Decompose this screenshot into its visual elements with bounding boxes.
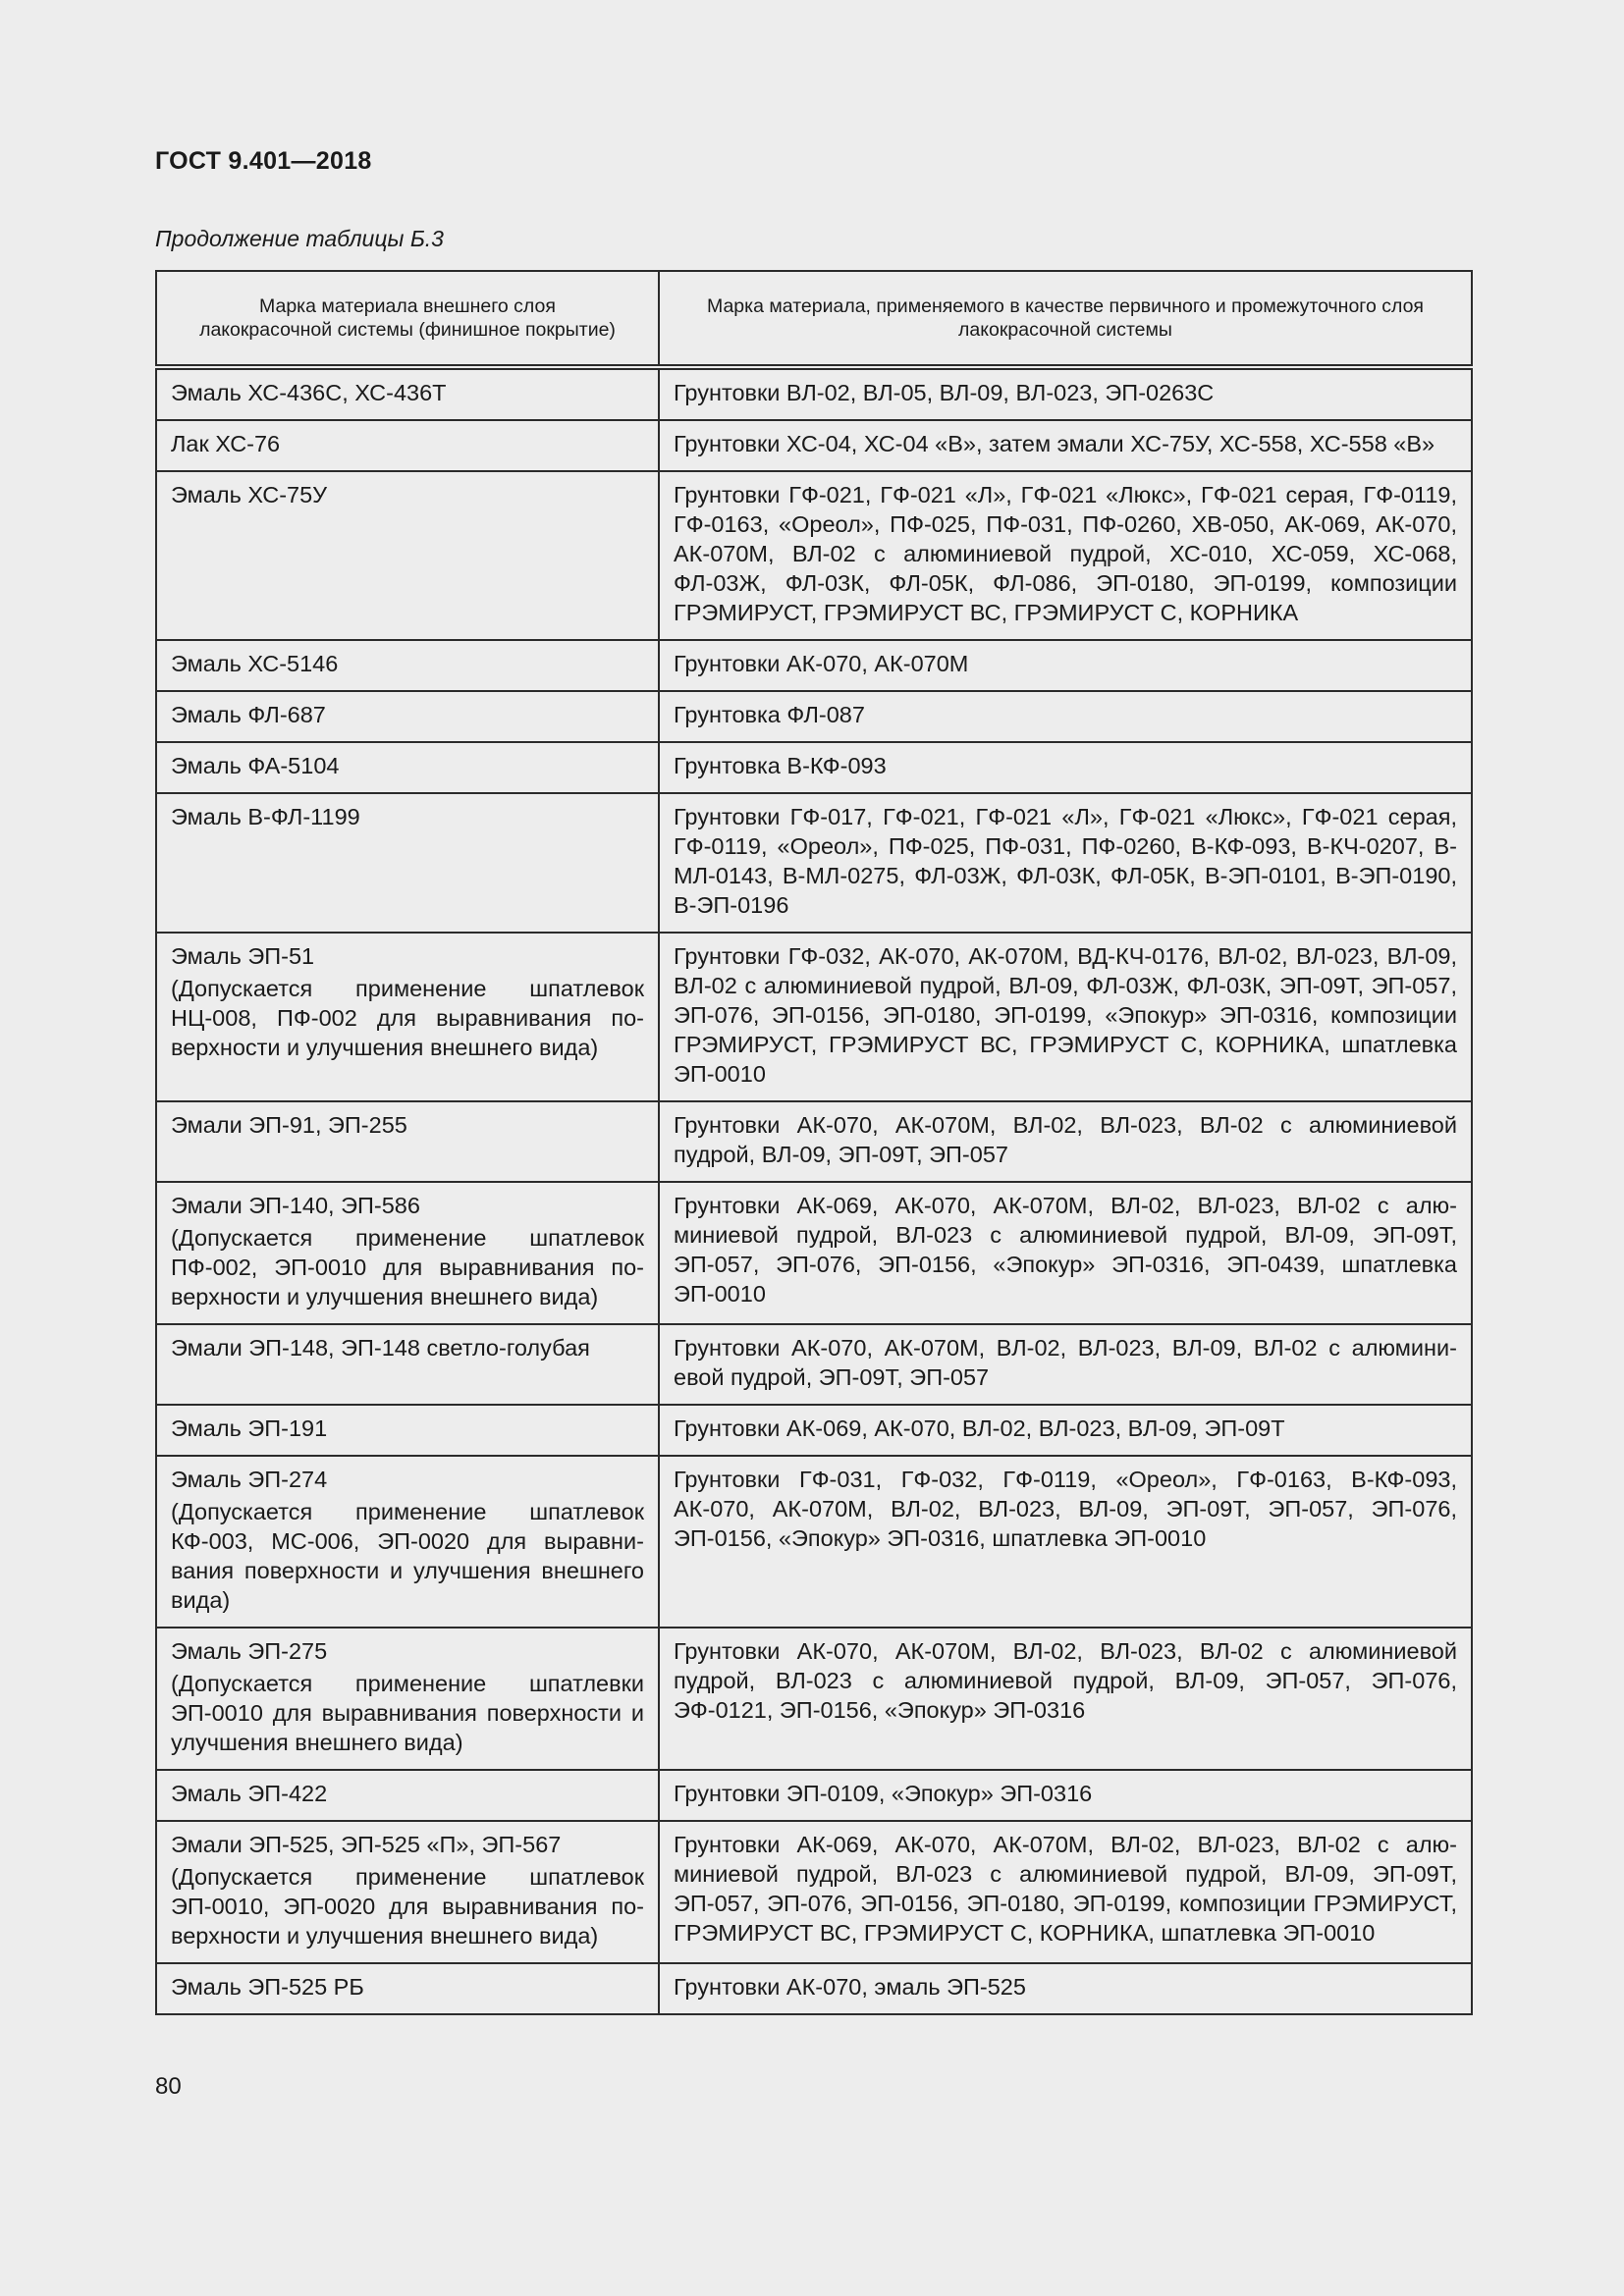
column-header-outer-layer: Марка материала внешнего слоя лакокрасочной системы (финишное покрытие): [156, 271, 659, 367]
primer-layer-cell: Грунтовки ВЛ-02, ВЛ-05, ВЛ-09, ВЛ-023, ЭП-0263С: [659, 367, 1472, 420]
outer-layer-material: Эмаль ФА-5104: [171, 753, 340, 778]
outer-layer-material: Эмаль ЭП-274: [171, 1467, 328, 1492]
outer-layer-material: Эмаль ЭП-422: [171, 1781, 328, 1806]
table-row: [156, 742, 1472, 793]
primer-layer-cell: Грунтовки АК-070, эмаль ЭП-525: [659, 1963, 1472, 2014]
outer-layer-material: Эмали ЭП-140, ЭП-586: [171, 1193, 420, 1218]
outer-layer-cell: [156, 1456, 659, 1628]
outer-layer-cell: [156, 1101, 659, 1182]
outer-layer-material: Эмаль ЭП-275: [171, 1638, 328, 1664]
outer-layer-cell: [156, 1821, 659, 1963]
outer-layer-material: Эмаль ХС-5146: [171, 651, 339, 676]
outer-layer-material: Лак ХС-76: [171, 431, 281, 456]
table-body: [156, 367, 1472, 2014]
primer-layer-cell: Грунтовки АК-070, АК-070М, ВЛ-02, ВЛ-023, ВЛ-02 с алюминиевой пудрой, ВЛ-09, ЭП-09Т, ЭП-057: [659, 1101, 1472, 1182]
outer-layer-material: Эмаль ХС-436С, ХС-436Т: [171, 380, 447, 405]
primer-layer-cell: Грунтовка ФЛ-087: [659, 691, 1472, 742]
outer-layer-material: Эмали ЭП-148, ЭП-148 светло-голубая: [171, 1335, 590, 1361]
primer-layer-cell: Грунтовки ГФ-032, АК-070, АК-070М, ВД-КЧ-0176, ВЛ-02, ВЛ-023, ВЛ-09, ВЛ-02 с алюминиевой пудрой, ВЛ-09, ФЛ-03Ж, ФЛ-03К, ЭП-09Т, ЭП-057, ЭП-076, ЭП-0156, ЭП-0180, ЭП-0199, «Эпокур» ЭП-0316, композиции ГРЭМИРУСТ, ГРЭМИРУСТ ВС, ГРЭМИРУСТ С, КОРНИКА, шпатлевка ЭП-0010: [659, 933, 1472, 1101]
outer-layer-cell: [156, 1628, 659, 1770]
primer-layer-cell: Грунтовки АК-069, АК-070, АК-070М, ВЛ-02, ВЛ-023, ВЛ-02 с алюминиевой пудрой, ВЛ-023 с алюминиевой пудрой, ВЛ-09, ЭП-09Т, ЭП-057, ЭП-076, ЭП-0156, «Эпокур» ЭП-0316, ЭП-0439, шпатлевка ЭП-0010: [659, 1182, 1472, 1324]
outer-layer-material: Эмаль ХС-75У: [171, 482, 328, 507]
column-header-primer-layer: Марка материала, применяемого в качестве первичного и промежуточного слоя лакокрасочной системы: [659, 271, 1472, 367]
outer-layer-cell: [156, 367, 659, 420]
table-container: [155, 270, 1471, 2015]
table-row: [156, 1628, 1472, 1770]
document-header: ГОСТ 9.401—2018: [155, 147, 372, 175]
table-row: [156, 1963, 1472, 2014]
primer-layer-cell: Грунтовки ГФ-017, ГФ-021, ГФ-021 «Л», ГФ-021 «Люкс», ГФ-021 серая, ГФ-0119, «Ореол», ПФ-025, ПФ-031, ПФ-0260, В-КФ-093, В-КЧ-0207, В-МЛ-0143, В-МЛ-0275, ФЛ-03Ж, ФЛ-03К, ФЛ-05К, В-ЭП-0101, В-ЭП-0190, В-ЭП-0196: [659, 793, 1472, 933]
outer-layer-material: Эмаль ЭП-51: [171, 943, 315, 969]
table-row: [156, 1405, 1472, 1456]
outer-layer-cell: [156, 420, 659, 471]
table-row: [156, 1456, 1472, 1628]
outer-layer-material: Эмаль ЭП-525 РБ: [171, 1974, 364, 2000]
table-row: [156, 1101, 1472, 1182]
outer-layer-note: (Допускается применение шпатлевок КФ-003, МС-006, ЭП-0020 для выравнивания поверхности и улучшения внешнего вида): [171, 1499, 644, 1613]
outer-layer-cell: [156, 691, 659, 742]
table-caption: Продолжение таблицы Б.3: [155, 226, 444, 251]
table-row: [156, 420, 1472, 471]
table-row: [156, 691, 1472, 742]
outer-layer-material: Эмали ЭП-91, ЭП-255: [171, 1112, 407, 1138]
table-row: [156, 933, 1472, 1101]
outer-layer-cell: [156, 1324, 659, 1405]
table-header-row: [156, 271, 1472, 367]
primer-layer-cell: Грунтовки ХС-04, ХС-04 «В», затем эмали ХС-75У, ХС-558, ХС-558 «В»: [659, 420, 1472, 471]
outer-layer-note: (Допускается применение шпатлевок ЭП-0010, ЭП-0020 для выравнивания поверхности и улучшения внешнего вида): [171, 1864, 644, 1949]
table-row: [156, 1770, 1472, 1821]
outer-layer-note: (Допускается применение шпатлевок ПФ-002, ЭП-0010 для выравнивания поверхности и улучшения внешнего вида): [171, 1225, 644, 1309]
outer-layer-cell: [156, 742, 659, 793]
outer-layer-note: (Допускается применение шпатлевок НЦ-008, ПФ-002 для выравнивания поверхности и улучшения внешнего вида): [171, 976, 644, 1060]
outer-layer-cell: [156, 471, 659, 640]
outer-layer-material: Эмаль ФЛ-687: [171, 702, 326, 727]
primer-layer-cell: Грунтовки АК-069, АК-070, ВЛ-02, ВЛ-023, ВЛ-09, ЭП-09Т: [659, 1405, 1472, 1456]
outer-layer-cell: [156, 793, 659, 933]
table-row: [156, 367, 1472, 420]
primer-layer-cell: Грунтовка В-КФ-093: [659, 742, 1472, 793]
primer-layer-cell: Грунтовки ГФ-031, ГФ-032, ГФ-0119, «Ореол», ГФ-0163, В-КФ-093, АК-070, АК-070М, ВЛ-02, ВЛ-023, ВЛ-09, ЭП-09Т, ЭП-057, ЭП-076, ЭП-0156, «Эпокур» ЭП-0316, шпатлевка ЭП-0010: [659, 1456, 1472, 1628]
outer-layer-material: Эмаль В-ФЛ-1199: [171, 804, 360, 829]
outer-layer-material: Эмали ЭП-525, ЭП-525 «П», ЭП-567: [171, 1832, 562, 1857]
table-row: [156, 1182, 1472, 1324]
outer-layer-cell: [156, 1963, 659, 2014]
primer-layer-cell: Грунтовки АК-070, АК-070М: [659, 640, 1472, 691]
primer-layer-cell: Грунтовки АК-070, АК-070М, ВЛ-02, ВЛ-023, ВЛ-09, ВЛ-02 с алюминиевой пудрой, ЭП-09Т, ЭП-057: [659, 1324, 1472, 1405]
outer-layer-cell: [156, 933, 659, 1101]
page-number: 80: [155, 2073, 182, 2100]
outer-layer-note: (Допускается применение шпатлевки ЭП-0010 для выравнивания поверхности и улучшения внешнего вида): [171, 1671, 644, 1755]
table-row: [156, 1821, 1472, 1963]
outer-layer-cell: [156, 1405, 659, 1456]
materials-table: [155, 270, 1473, 2015]
outer-layer-cell: [156, 640, 659, 691]
primer-layer-cell: Грунтовки АК-069, АК-070, АК-070М, ВЛ-02, ВЛ-023, ВЛ-02 с алюминиевой пудрой, ВЛ-023 с алюминиевой пудрой, ВЛ-09, ЭП-09Т, ЭП-057, ЭП-076, ЭП-0156, ЭП-0180, ЭП-0199, композиции ГРЭМИРУСТ, ГРЭМИРУСТ ВС, ГРЭМИРУСТ С, КОРНИКА, шпатлевка ЭП-0010: [659, 1821, 1472, 1963]
primer-layer-cell: Грунтовки ГФ-021, ГФ-021 «Л», ГФ-021 «Люкс», ГФ-021 серая, ГФ-0119, ГФ-0163, «Ореол», ПФ-025, ПФ-031, ПФ-0260, ХВ-050, АК-069, АК-070, АК-070М, ВЛ-02 с алюминиевой пудрой, ХС-010, ХС-059, ХС-068, ФЛ-03Ж, ФЛ-03К, ФЛ-05К, ФЛ-086, ЭП-0180, ЭП-0199, композиции ГРЭМИРУСТ, ГРЭМИРУСТ ВС, ГРЭМИРУСТ С, КОРНИКА: [659, 471, 1472, 640]
table-row: [156, 1324, 1472, 1405]
outer-layer-cell: [156, 1182, 659, 1324]
primer-layer-cell: Грунтовки АК-070, АК-070М, ВЛ-02, ВЛ-023, ВЛ-02 с алюминиевой пудрой, ВЛ-023 с алюминиевой пудрой, ВЛ-09, ЭП-057, ЭП-076, ЭФ-0121, ЭП-0156, «Эпокур» ЭП-0316: [659, 1628, 1472, 1770]
table-row: [156, 793, 1472, 933]
table-row: [156, 640, 1472, 691]
outer-layer-material: Эмаль ЭП-191: [171, 1415, 328, 1441]
table-row: [156, 471, 1472, 640]
primer-layer-cell: Грунтовки ЭП-0109, «Эпокур» ЭП-0316: [659, 1770, 1472, 1821]
outer-layer-cell: [156, 1770, 659, 1821]
